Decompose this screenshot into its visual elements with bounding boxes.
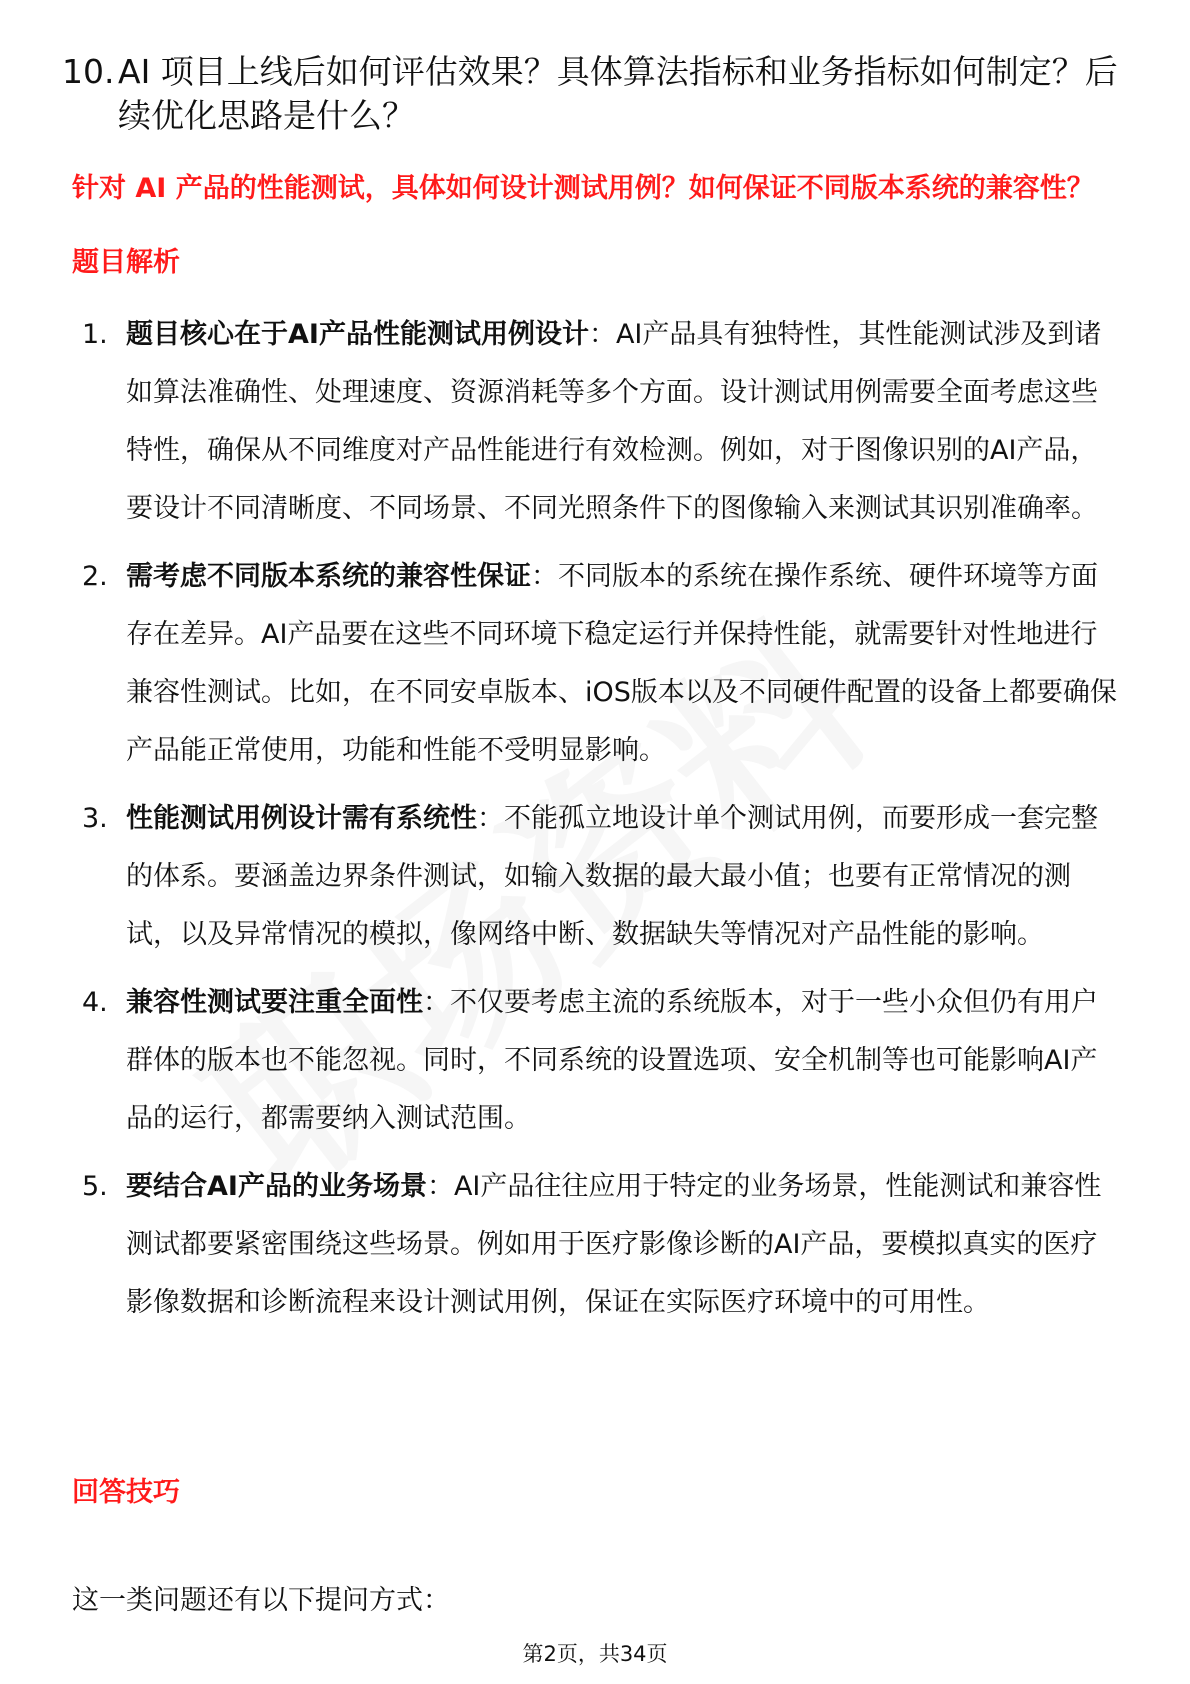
list-item: [82, 548, 1122, 780]
item-text: AI产品往往应用于特定的业务场景，性能测试和兼容性测试都要紧密围绕这些场景。例如用于医疗影像诊断的AI产品，要模拟真实的医疗影像数据和诊断流程来设计测试用例，保证在实际医疗环境中的可用性。: [126, 1171, 1102, 1318]
item-body: [126, 548, 1122, 780]
item-text: AI产品具有独特性，其性能测试涉及到诸如算法准确性、处理速度、资源消耗等多个方面。设计测试用例需要全面考虑这些特性，确保从不同维度对产品性能进行有效检测。例如，对于图像识别的AI产品，要设计不同清晰度、不同场景、不同光照条件下的图像输入来测试其识别准确率。: [126, 319, 1102, 524]
item-body: [126, 1158, 1122, 1332]
item-title: 需考虑不同版本系统的兼容性保证: [126, 561, 531, 592]
item-number: 2.: [82, 561, 108, 592]
item-separator: ：: [426, 1171, 454, 1202]
item-separator: ：: [423, 987, 450, 1018]
question-number: 10.: [62, 52, 115, 91]
item-body: [126, 790, 1122, 964]
analysis-list: [82, 319, 1122, 1332]
item-number: 1.: [82, 319, 108, 350]
item-number: 3.: [82, 803, 108, 834]
tips-intro: 这一类问题还有以下提问方式：: [72, 1585, 450, 1616]
item-text: 不仅要考虑主流的系统版本，对于一些小众但仍有用户群体的版本也不能忽视。同时，不同系统的设置选项、安全机制等也可能影响AI产品的运行，都需要纳入测试范围。: [126, 987, 1098, 1134]
item-body: [126, 974, 1122, 1148]
list-item: [82, 974, 1122, 1148]
item-title: 兼容性测试要注重全面性: [126, 987, 423, 1018]
question-text: AI 项目上线后如何评估效果？具体算法指标和业务指标如何制定？后续优化思路是什么？: [118, 52, 1118, 135]
item-title: 性能测试用例设计需有系统性: [126, 803, 477, 834]
list-item: [82, 306, 1122, 538]
item-separator: ：: [531, 561, 558, 592]
item-text: 不能孤立地设计单个测试用例，而要形成一套完整的体系。要涵盖边界条件测试，如输入数据的最大最小值；也要有正常情况的测试，以及异常情况的模拟，像网络中断、数据缺失等情况对产品性能的影响。: [126, 803, 1098, 950]
item-separator: ：: [588, 319, 616, 350]
tips-heading: 回答技巧: [72, 1477, 180, 1508]
item-separator: ：: [477, 803, 504, 834]
item-number: 5.: [82, 1171, 108, 1202]
item-title: 题目核心在于AI产品性能测试用例设计: [126, 319, 589, 350]
question-title: [62, 50, 1122, 138]
item-number: 4.: [82, 987, 108, 1018]
item-title: 要结合AI产品的业务场景: [126, 1171, 427, 1202]
list-item: [82, 790, 1122, 964]
sub-question: 针对 AI 产品的性能测试，具体如何设计测试用例？如何保证不同版本系统的兼容性？: [72, 173, 1094, 204]
item-text: 不同版本的系统在操作系统、硬件环境等方面存在差异。AI产品要在这些不同环境下稳定运行并保持性能，就需要针对性地进行兼容性测试。比如，在不同安卓版本、iOS版本以及不同硬件配置的设备上都要确保产品能正常使用，功能和性能不受明显影响。: [126, 561, 1117, 766]
analysis-heading: 题目解析: [72, 247, 180, 278]
list-item: [82, 1158, 1122, 1332]
page-footer: 第2页，共34页: [522, 1642, 668, 1666]
item-body: [126, 306, 1122, 538]
